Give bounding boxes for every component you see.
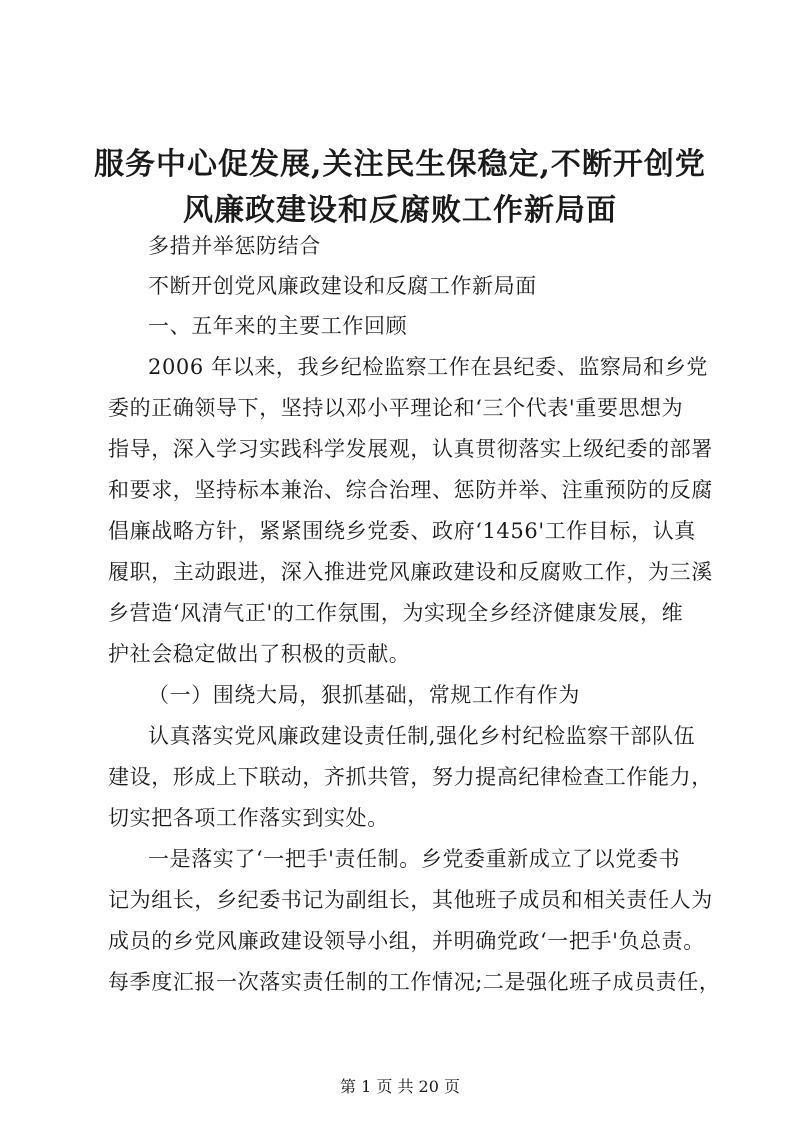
page-footer: 第 1 页 共 20 页: [340, 1077, 460, 1096]
subtitle-line: 不断开创党风廉政建设和反腐工作新局面: [148, 274, 537, 298]
paragraph-line: 2006 年以来，我乡纪检监察工作在县纪委、监察局和乡党: [148, 355, 708, 379]
paragraph-line: 乡营造‘风清气正'的工作氛围，为实现全乡经济健康发展，维: [108, 601, 684, 625]
paragraph-line: 履职，主动跟进，深入推进党风廉政建设和反腐败工作，为三溪: [108, 560, 713, 584]
paragraph-line: 倡廉战略方针，紧紧围绕乡党委、政府‘1456'工作目标，认真: [108, 519, 696, 543]
paragraph-line: 切实把各项工作落实到实处。: [108, 806, 389, 830]
paragraph-line: 每季度汇报一次落实责任制的工作情况;二是强化班子成员责任，: [108, 970, 721, 994]
paragraph-line: 护社会稳定做出了积极的贡献。: [108, 642, 411, 666]
section-heading: 一、五年来的主要工作回顾: [148, 314, 408, 338]
paragraph-line: 认真落实党风廉政建设责任制,强化乡村纪检监察干部队伍: [148, 724, 696, 748]
paragraph-line: 和要求，坚持标本兼治、综合治理、惩防并举、注重预防的反腐: [108, 478, 713, 502]
paragraph-line: 成员的乡党风廉政建设领导小组，并明确党政‘一把手'负总责。: [108, 929, 705, 953]
paragraph-line: 指导，深入学习实践科学发展观，认真贯彻落实上级纪委的部署: [108, 437, 713, 461]
paragraph-line: 委的正确领导下，坚持以邓小平理论和‘三个代表'重要思想为: [108, 396, 684, 420]
paragraph-line: 记为组长，乡纪委书记为副组长，其他班子成员和相关责任人为: [108, 888, 713, 912]
document-title-line-1: 服务中心促发展,关注民生保稳定,不断开创党: [94, 147, 706, 182]
paragraph-line: 一是落实了‘一把手'责任制。乡党委重新成立了以党委书: [148, 847, 681, 871]
paragraph-line: 建设，形成上下联动，齐抓共管，努力提高纪律检查工作能力，: [108, 765, 713, 789]
document-title-line-2: 风廉政建设和反腐败工作新局面: [183, 193, 617, 228]
subsection-heading: （一）围绕大局，狠抓基础，常规工作有作为: [148, 683, 580, 707]
subtitle-line: 多措并举惩防结合: [148, 234, 321, 258]
